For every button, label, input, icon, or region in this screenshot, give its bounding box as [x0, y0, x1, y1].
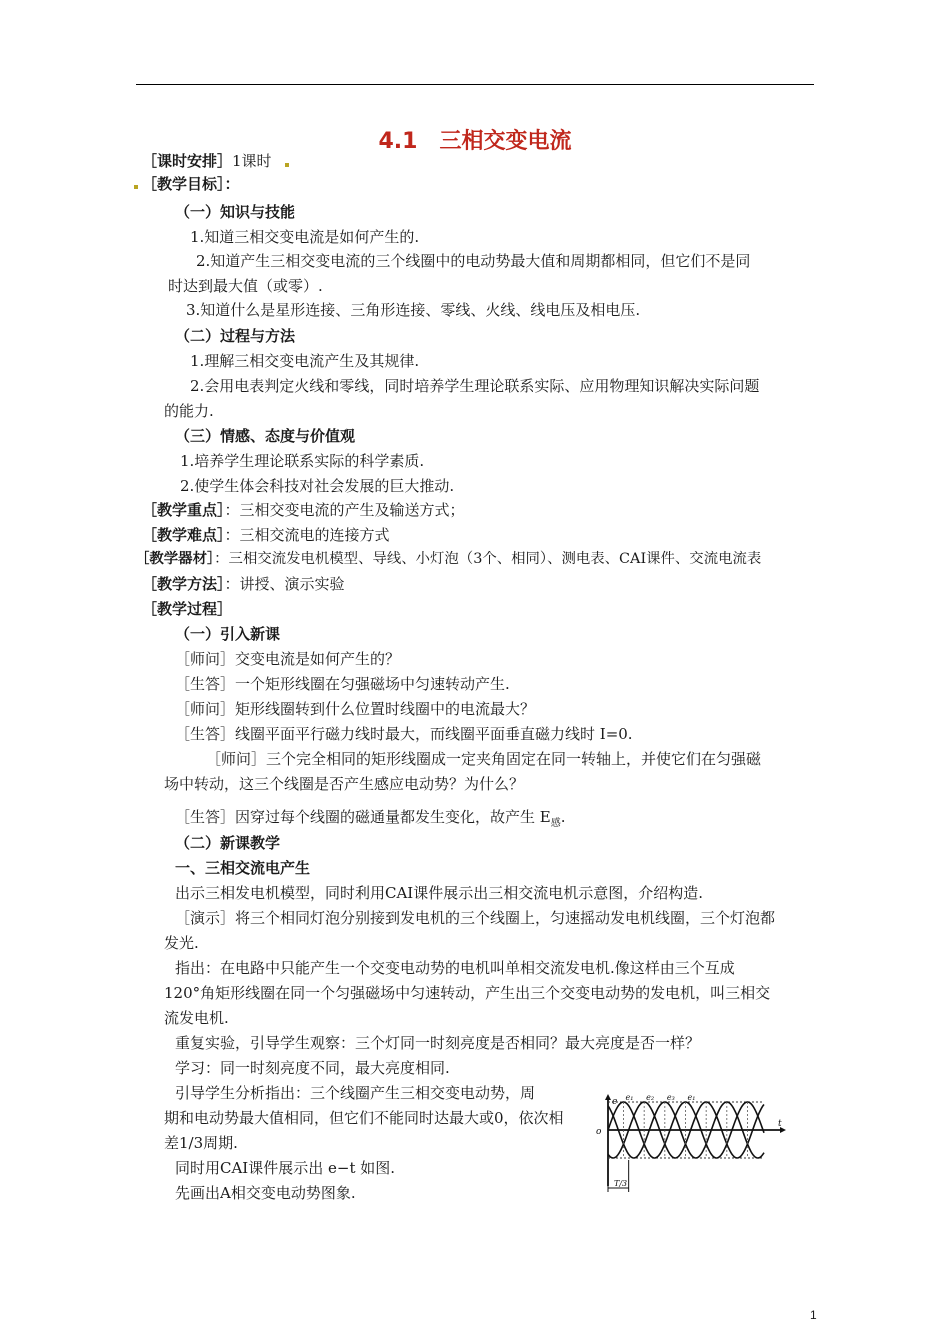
marker-dot	[134, 185, 138, 189]
schedule-line	[142, 151, 272, 171]
body-line: 出示三相发电机模型，同时利用CAI课件展示出三相交流电机示意图，介绍构造.	[175, 884, 704, 902]
dialogue-period: .	[560, 808, 566, 826]
body-line: 期和电动势最大值相同，但它们不能同时达最大或0，依次相	[164, 1109, 564, 1127]
dialogue-line: ［生答］一个矩形线圈在匀强磁场中匀速转动产生.	[175, 675, 510, 693]
curve-label: e₁	[625, 1094, 634, 1102]
difficulty-value: ：三相交流电的连接方式	[224, 526, 390, 544]
newlesson-subheading: 一、三相交流电产生	[175, 859, 311, 877]
section2-item: 的能力.	[164, 402, 214, 420]
dialogue-line: ［师问］交变电流是如何产生的？	[175, 650, 401, 668]
marker-dot	[285, 163, 289, 167]
section1-item: 2.知道产生三相交变电流的三个线圈中的电动势最大值和周期都相同，但它们不是同	[196, 252, 751, 270]
section2-item: 2.会用电表判定火线和零线，同时培养学生理论联系实际、应用物理知识解决实际问题	[190, 377, 760, 395]
x-axis-label: t	[778, 1119, 782, 1129]
schedule-value: 1课时	[232, 152, 272, 170]
body-line: 学习：同一时刻亮度不同，最大亮度相同.	[175, 1059, 450, 1077]
three-phase-emf-figure	[594, 1094, 794, 1194]
difficulty-label: ［教学难点］	[142, 526, 225, 544]
curve-label: e₁	[687, 1094, 696, 1102]
dialogue-line: ［师问］矩形线圈转到什么位置时线圈中的电流最大？	[175, 700, 536, 718]
section1-item: 3.知道什么是星形连接、三角形连接、零线、火线、线电压及相电压.	[186, 301, 641, 319]
origin-label: o	[596, 1127, 602, 1137]
body-line: 发光.	[164, 934, 199, 952]
method-value: ：讲授、演示实验	[224, 575, 345, 593]
key-point-line	[142, 500, 465, 520]
period-label: T/3	[614, 1179, 628, 1188]
y-axis-arrow	[605, 1094, 611, 1100]
emf-graph	[594, 1094, 794, 1194]
body-line: 引导学生分析指出：三个线圈产生三相交变电动势，周	[175, 1084, 536, 1102]
section1-item: 1.知道三相交变电流是如何产生的.	[190, 228, 420, 246]
curve-label: e₃	[666, 1094, 675, 1102]
body-line: 先画出A相交变电动势图象.	[175, 1184, 356, 1202]
goals-label: ［教学目标］：	[142, 175, 240, 193]
body-line: 同时用CAI课件展示出 e−t 如图.	[175, 1159, 396, 1177]
body-line: ［演示］将三个相同灯泡分别接到发电机的三个线圈上，匀速摇动发电机线圈，三个灯泡都	[175, 909, 776, 927]
intro-heading: （一）引入新课	[175, 625, 281, 643]
equipment-label: ［教学器材］	[135, 551, 215, 567]
method-line	[142, 574, 345, 594]
dialogue-subscript: 感	[550, 818, 561, 829]
body-line: 指出：在电路中只能产生一个交变电动势的电机叫单相交流发电机.像这样由三个互成	[175, 959, 735, 977]
equipment-value: ：三相交流发电机模型、导线、小灯泡（3个、相同）、测电表、CAI课件、交流电流表	[214, 551, 762, 567]
method-label: ［教学方法］	[142, 575, 225, 593]
body-line: 重复实验，引导学生观察：三个灯同一时刻亮度是否相同？最大亮度是否一样？	[175, 1034, 701, 1052]
y-axis-label: e	[612, 1097, 618, 1107]
section3-heading: （三）情感、态度与价值观	[175, 427, 356, 445]
dialogue-line: ［师问］三个完全相同的矩形线圈成一定夹角固定在同一转轴上，并使它们在匀强磁	[206, 750, 762, 768]
section2-heading: （二）过程与方法	[175, 327, 296, 345]
section3-item: 2.使学生体会科技对社会发展的巨大推动.	[180, 477, 455, 495]
section2-item: 1.理解三相交变电流产生及其规律.	[190, 352, 420, 370]
key-point-value: ：三相交变电流的产生及输送方式；	[224, 501, 465, 519]
page-number: 1	[810, 1308, 817, 1322]
page-title: 4.1 三相交变电流	[378, 129, 572, 154]
body-line: 流发电机.	[164, 1009, 229, 1027]
schedule-label: ［课时安排］	[142, 152, 233, 170]
difficulty-line	[142, 525, 390, 545]
process-label: ［教学过程］	[142, 600, 233, 618]
key-point-label: ［教学重点］	[142, 501, 225, 519]
newlesson-heading: （二）新课教学	[175, 834, 281, 852]
body-line: 120°角矩形线圈在同一个匀强磁场中匀速转动，产生出三个交变电动势的发电机，叫三相交	[164, 984, 771, 1002]
section1-heading: （一）知识与技能	[175, 203, 296, 221]
dialogue-text: ［生答］因穿过每个线圈的磁通量都发生变化，故产生 E	[175, 808, 551, 826]
header-rule	[136, 84, 814, 85]
dialogue-line: ［生答］线圈平面平行磁力线时最大，而线圈平面垂直磁力线时 I=0.	[175, 725, 633, 743]
section1-item: 时达到最大值（或零）.	[168, 277, 323, 295]
section3-item: 1.培养学生理论联系实际的科学素质.	[180, 452, 425, 470]
body-line: 差1/3周期.	[164, 1134, 238, 1152]
equipment-line	[135, 549, 761, 569]
dialogue-line: 场中转动，这三个线圈是否产生感应电动势？为什么？	[164, 775, 525, 793]
dialogue-line	[175, 807, 566, 834]
curve-label: e₂	[646, 1094, 655, 1102]
